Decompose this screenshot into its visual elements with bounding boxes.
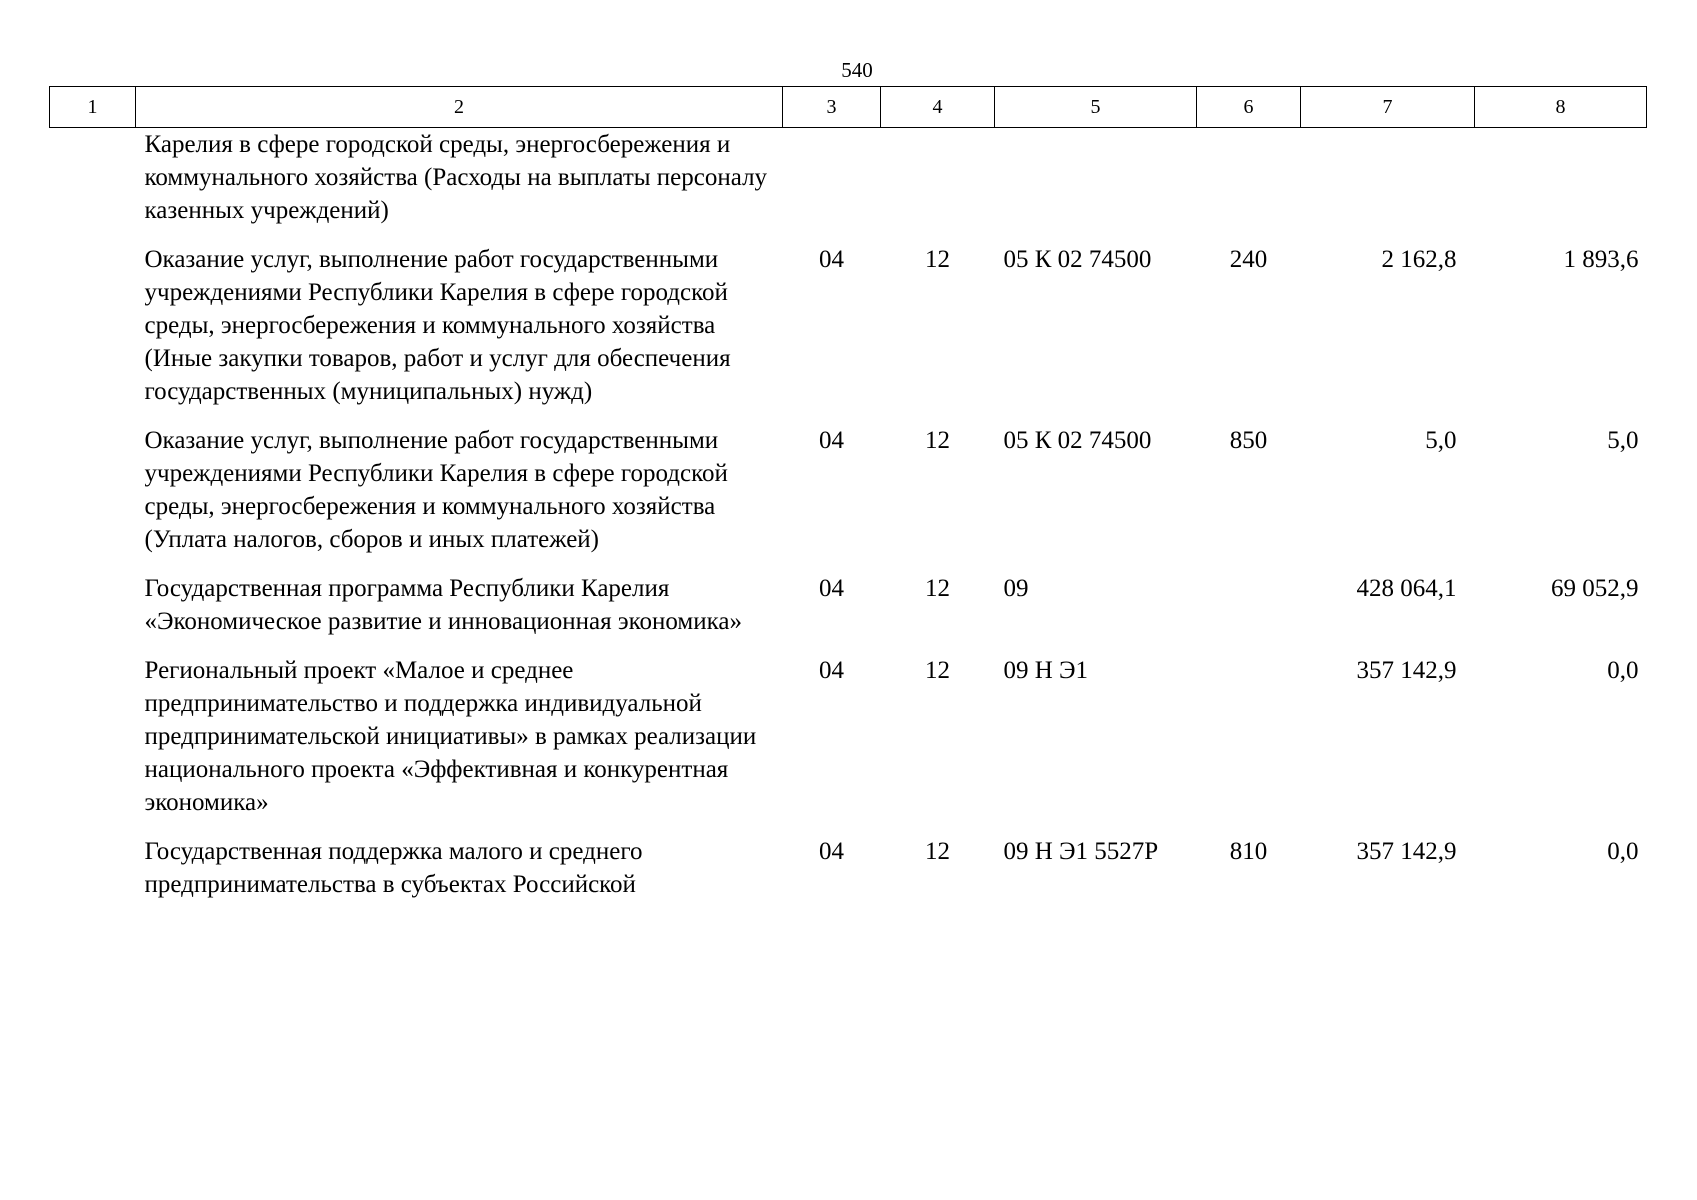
expense-type-code: 850 bbox=[1229, 427, 1268, 454]
amount-col7: 2 162,8 bbox=[1381, 246, 1457, 273]
section-code: 04 bbox=[819, 575, 844, 602]
expense-type-code bbox=[1197, 654, 1301, 835]
amount-col7: 357 142,9 bbox=[1356, 657, 1457, 684]
row-number-cell bbox=[50, 572, 136, 654]
amount-col7: 5,0 bbox=[1425, 427, 1457, 454]
table-row bbox=[50, 572, 1647, 654]
target-article-code: 09 Н Э1 5527Р bbox=[1003, 838, 1159, 865]
table-body bbox=[50, 128, 1647, 918]
table-row bbox=[50, 424, 1647, 572]
subsection-code: 12 bbox=[925, 838, 950, 865]
section-code: 04 bbox=[819, 427, 844, 454]
column-header-7: 7 bbox=[1301, 87, 1475, 128]
section-code bbox=[783, 128, 881, 244]
subsection-code: 12 bbox=[925, 246, 950, 273]
row-number-cell bbox=[50, 835, 136, 917]
page-number: 540 bbox=[841, 58, 873, 82]
column-header-2: 2 bbox=[136, 87, 783, 128]
column-header-3: 3 bbox=[783, 87, 881, 128]
subsection-code: 12 bbox=[925, 657, 950, 684]
subsection-code bbox=[881, 128, 995, 244]
expense-name: Оказание услуг, выполнение работ государственными учреждениями Республики Карелия в сфере городской среды, энергосбережения и коммунального хозяйства (Уплата налогов, сборов и иных платежей) bbox=[144, 427, 728, 553]
amount-col7: 357 142,9 bbox=[1356, 838, 1457, 865]
expense-type-code: 810 bbox=[1229, 838, 1268, 865]
section-code: 04 bbox=[819, 838, 844, 865]
row-number-cell bbox=[50, 243, 136, 424]
amount-col8: 0,0 bbox=[1607, 657, 1639, 684]
table-row bbox=[50, 243, 1647, 424]
expense-name: Государственная поддержка малого и среднего предпринимательства в субъектах Российской bbox=[144, 838, 643, 898]
target-article-code: 05 К 02 74500 bbox=[1003, 246, 1152, 273]
row-number-cell bbox=[50, 128, 136, 244]
table-row bbox=[50, 128, 1647, 244]
expense-type-code bbox=[1197, 572, 1301, 654]
expense-name: Региональный проект «Малое и среднее предпринимательство и поддержка индивидуальной предпринимательской инициативы» в рамках реализации национального проекта «Эффективная и конкурентная экономика» bbox=[144, 657, 757, 816]
subsection-code: 12 bbox=[925, 575, 950, 602]
amount-col8: 69 052,9 bbox=[1551, 575, 1639, 602]
header-row bbox=[50, 87, 1647, 128]
table-header bbox=[50, 87, 1647, 128]
amount-col7: 428 064,1 bbox=[1356, 575, 1457, 602]
expense-type-code bbox=[1197, 128, 1301, 244]
amount-col8: 5,0 bbox=[1607, 427, 1639, 454]
column-header-4: 4 bbox=[881, 87, 995, 128]
table-row bbox=[50, 835, 1647, 917]
amount-col8: 1 893,6 bbox=[1563, 246, 1639, 273]
expense-name: Оказание услуг, выполнение работ государственными учреждениями Республики Карелия в сфере городской среды, энергосбережения и коммунального хозяйства (Иные закупки товаров, работ и услуг для обеспечения государственных (муниципальных) нужд) bbox=[144, 246, 731, 405]
target-article-code: 09 bbox=[1003, 575, 1029, 602]
expense-type-code: 240 bbox=[1229, 246, 1268, 273]
amount-col8 bbox=[1475, 128, 1647, 244]
column-header-1: 1 bbox=[50, 87, 136, 128]
row-number-cell bbox=[50, 654, 136, 835]
section-code: 04 bbox=[819, 246, 844, 273]
target-article-code: 05 К 02 74500 bbox=[1003, 427, 1152, 454]
target-article-code: 09 Н Э1 bbox=[1003, 657, 1089, 684]
expense-name: Карелия в сфере городской среды, энергосбережения и коммунального хозяйства (Расходы на выплаты персоналу казенных учреждений) bbox=[144, 131, 768, 224]
column-header-6: 6 bbox=[1197, 87, 1301, 128]
expense-name: Государственная программа Республики Карелия «Экономическое развитие и инновационная экономика» bbox=[144, 575, 742, 635]
subsection-code: 12 bbox=[925, 427, 950, 454]
amount-col8: 0,0 bbox=[1607, 838, 1639, 865]
target-article-code bbox=[995, 128, 1197, 244]
row-number-cell bbox=[50, 424, 136, 572]
column-header-8: 8 bbox=[1475, 87, 1647, 128]
column-header-5: 5 bbox=[995, 87, 1197, 128]
table-row bbox=[50, 654, 1647, 835]
budget-table bbox=[49, 86, 1647, 917]
section-code: 04 bbox=[819, 657, 844, 684]
amount-col7 bbox=[1301, 128, 1475, 244]
